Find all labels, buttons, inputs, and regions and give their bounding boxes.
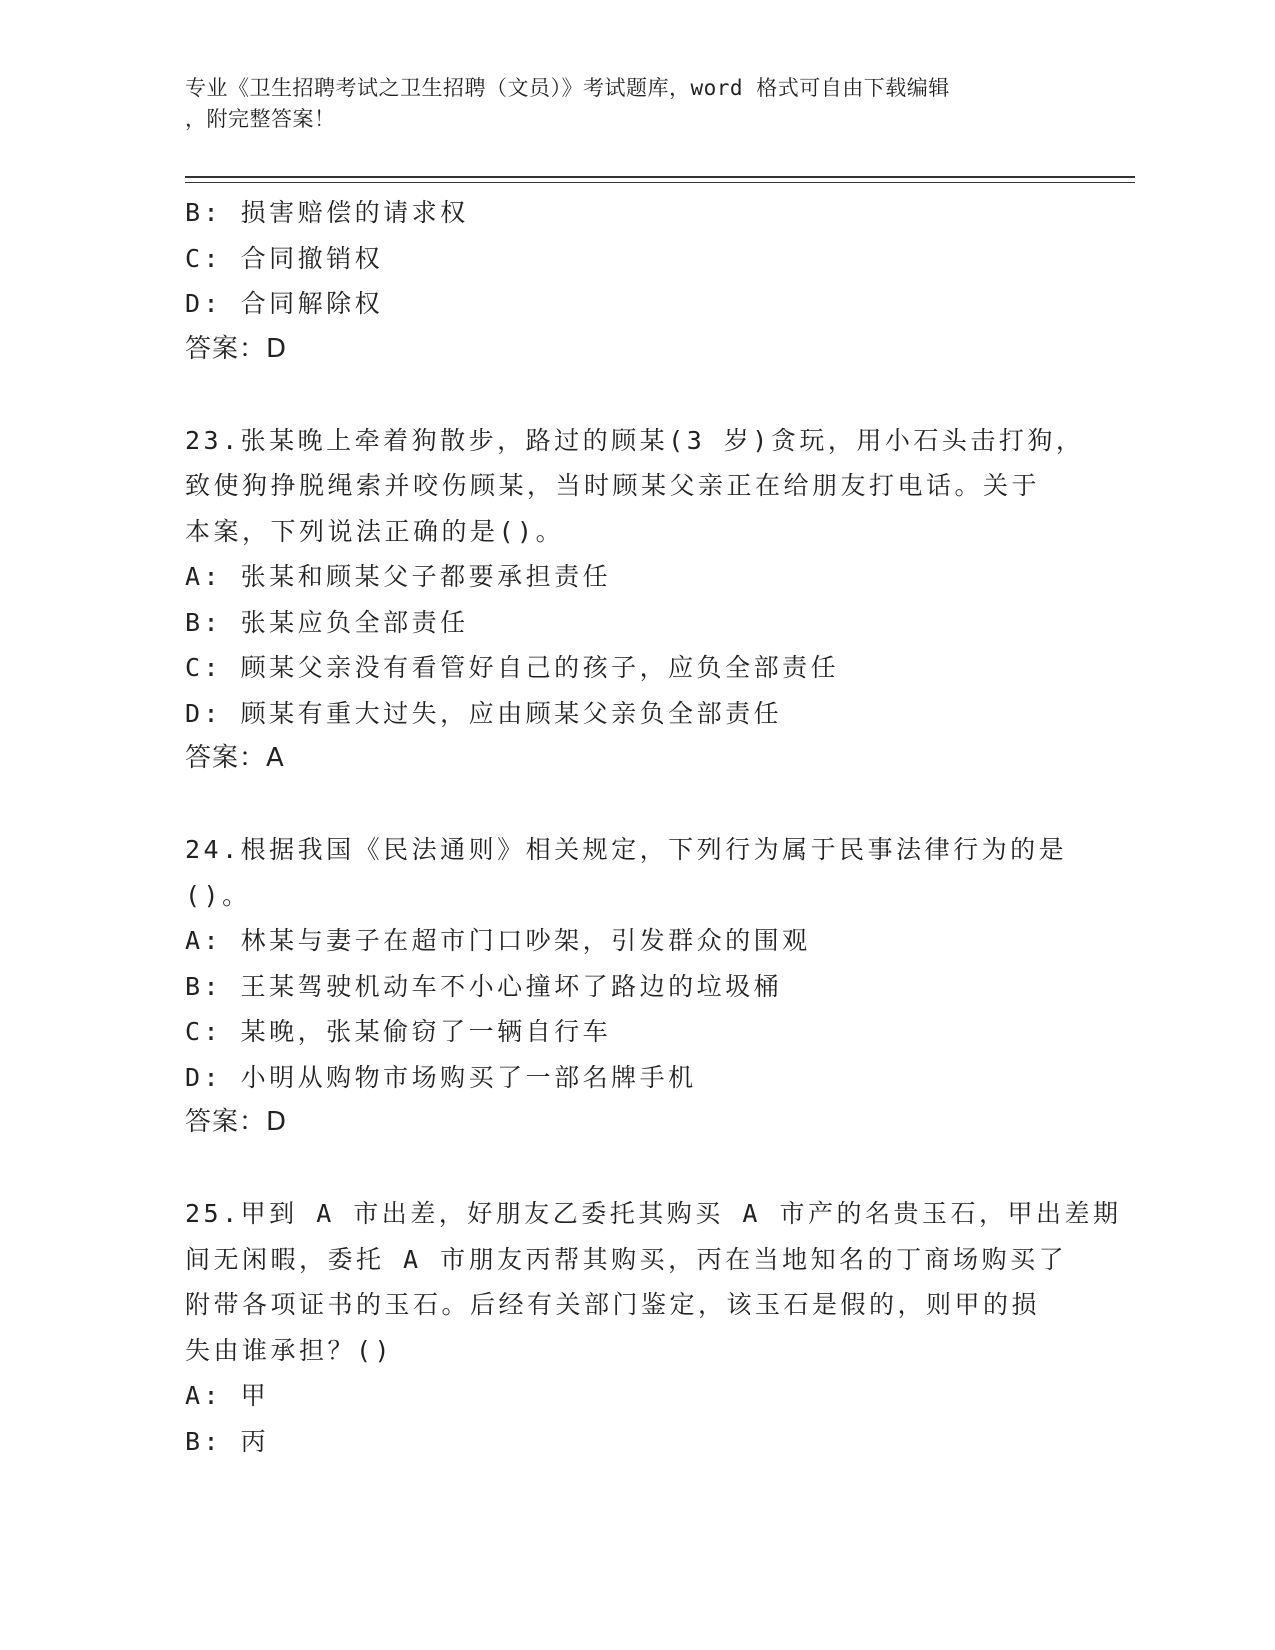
answer-line: 答案：D <box>185 1107 288 1137</box>
spacer <box>185 782 1085 828</box>
header-divider-thin <box>185 182 1135 183</box>
header-line-1: 专业《卫生招聘考试之卫生招聘（文员）》考试题库，word 格式可自由下载编辑 <box>185 76 950 100</box>
question-25 <box>185 1191 1122 1464</box>
document-body <box>185 190 1122 1464</box>
option-d: D: 顾某有重大过失，应由顾某父亲负全部责任 <box>185 698 783 728</box>
question-22-continuation <box>185 190 1085 372</box>
spacer <box>185 372 1085 418</box>
question-23 <box>185 418 1085 782</box>
option-a: A: 甲 <box>185 1381 270 1410</box>
option-c: C: 合同撤销权 <box>185 243 384 273</box>
option-a: A: 林某与妻子在超市门口吵架，引发群众的围观 <box>185 926 811 955</box>
page-header <box>185 73 1085 135</box>
answer-line: 答案：D <box>185 333 288 364</box>
option-b: B: 丙 <box>185 1426 270 1456</box>
question-stem-line: 23.张某晚上牵着狗散步，路过的顾某(3 岁)贪玩，用小石头击打狗， <box>185 425 1085 455</box>
header-divider-thick <box>185 176 1135 178</box>
question-stem-line: 25.甲到 A 市出差，好朋友乙委托其购买 A 市产的名贵玉石，甲出差期 <box>185 1199 1122 1228</box>
option-c: C: 某晚，张某偷窃了一辆自行车 <box>185 1017 612 1046</box>
question-stem-line: 失由谁承担？() <box>185 1335 394 1365</box>
answer-line: 答案：A <box>185 743 285 773</box>
question-stem-line: 24.根据我国《民法通则》相关规定，下列行为属于民事法律行为的是 <box>185 835 1068 864</box>
option-b: B: 张某应负全部责任 <box>185 607 469 637</box>
option-b: B: 王某驾驶机动车不小心撞坏了路边的垃圾桶 <box>185 971 783 1001</box>
option-d: D: 小明从购物市场购买了一部名牌手机 <box>185 1062 697 1092</box>
spacer <box>185 1146 1085 1192</box>
option-d: D: 合同解除权 <box>185 289 384 318</box>
question-stem-line: ()。 <box>185 880 251 910</box>
header-line-2: ，附完整答案！ <box>185 107 336 131</box>
question-stem-line: 间无闲暇，委托 A 市朋友丙帮其购买，丙在当地知名的丁商场购买了 <box>185 1244 1068 1274</box>
question-stem-line: 致使狗挣脱绳索并咬伤顾某，当时顾某父亲正在给朋友打电话。关于 <box>185 471 1041 500</box>
option-b: B: 损害赔偿的请求权 <box>185 198 469 227</box>
question-stem-line: 附带各项证书的玉石。后经有关部门鉴定，该玉石是假的，则甲的损 <box>185 1290 1041 1319</box>
question-stem-line: 本案，下列说法正确的是()。 <box>185 516 565 546</box>
option-a: A: 张某和顾某父子都要承担责任 <box>185 562 612 591</box>
option-c: C: 顾某父亲没有看管好自己的孩子，应负全部责任 <box>185 653 840 682</box>
question-24 <box>185 827 1085 1146</box>
